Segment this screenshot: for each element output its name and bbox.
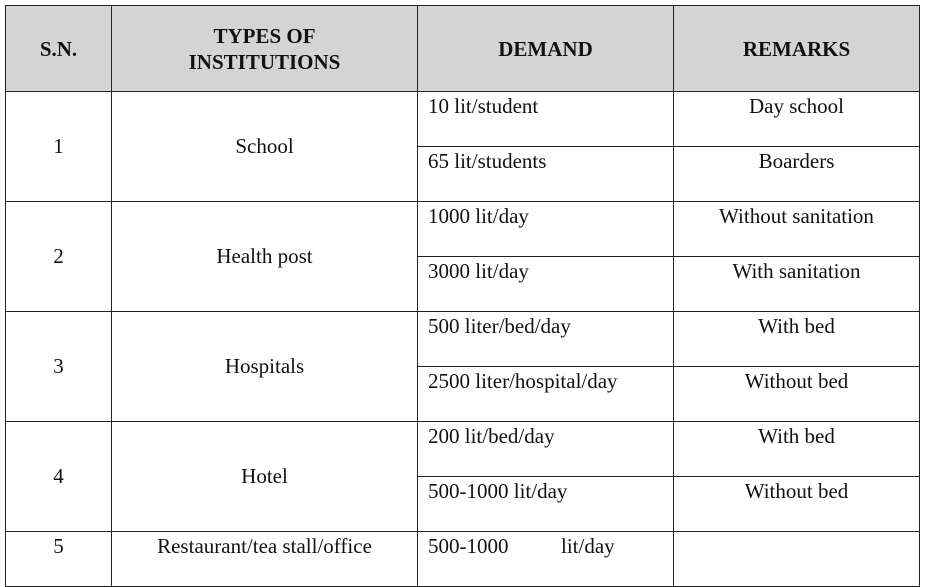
table-row xyxy=(6,532,920,587)
demand-cell: 500 liter/bed/day xyxy=(418,312,674,367)
remark-cell: Boarders xyxy=(674,147,920,202)
demand-cell: 2500 liter/hospital/day xyxy=(418,367,674,422)
sn-cell: 2 xyxy=(6,202,112,312)
sn-cell: 4 xyxy=(6,422,112,532)
table-header xyxy=(6,6,920,92)
demand-cell: 200 lit/bed/day xyxy=(418,422,674,477)
sn-cell: 5 xyxy=(6,532,112,587)
header-row xyxy=(6,6,920,92)
institution-type-cell: Health post xyxy=(112,202,418,312)
remark-cell: With bed xyxy=(674,422,920,477)
header-types-of-institutions xyxy=(112,6,418,92)
header-sn: S.N. xyxy=(6,6,112,92)
remark-cell: With sanitation xyxy=(674,257,920,312)
header-types-line1: TYPES OF xyxy=(213,23,316,48)
institution-type-cell: Restaurant/tea stall/office xyxy=(112,532,418,587)
institution-type-cell: School xyxy=(112,92,418,202)
remark-cell: Day school xyxy=(674,92,920,147)
sn-cell: 3 xyxy=(6,312,112,422)
institution-type-cell: Hotel xyxy=(112,422,418,532)
demand-cell: 500-1000 lit/day xyxy=(418,532,674,587)
water-demand-table xyxy=(5,5,920,587)
sn-cell: 1 xyxy=(6,92,112,202)
header-remarks: REMARKS xyxy=(674,6,920,92)
demand-cell: 3000 lit/day xyxy=(418,257,674,312)
header-types-line2: INSTITUTIONS xyxy=(188,49,341,74)
remark-cell-empty xyxy=(674,532,920,587)
remark-cell: Without bed xyxy=(674,477,920,532)
table-row xyxy=(6,92,920,147)
demand-cell: 10 lit/student xyxy=(418,92,674,147)
table-row xyxy=(6,312,920,367)
table-body xyxy=(6,92,920,587)
table-row xyxy=(6,202,920,257)
header-demand: DEMAND xyxy=(418,6,674,92)
institution-type-cell: Hospitals xyxy=(112,312,418,422)
remark-cell: With bed xyxy=(674,312,920,367)
demand-cell: 65 lit/students xyxy=(418,147,674,202)
demand-cell: 1000 lit/day xyxy=(418,202,674,257)
table-row xyxy=(6,422,920,477)
remark-cell: Without sanitation xyxy=(674,202,920,257)
demand-cell: 500-1000 lit/day xyxy=(418,477,674,532)
remark-cell: Without bed xyxy=(674,367,920,422)
